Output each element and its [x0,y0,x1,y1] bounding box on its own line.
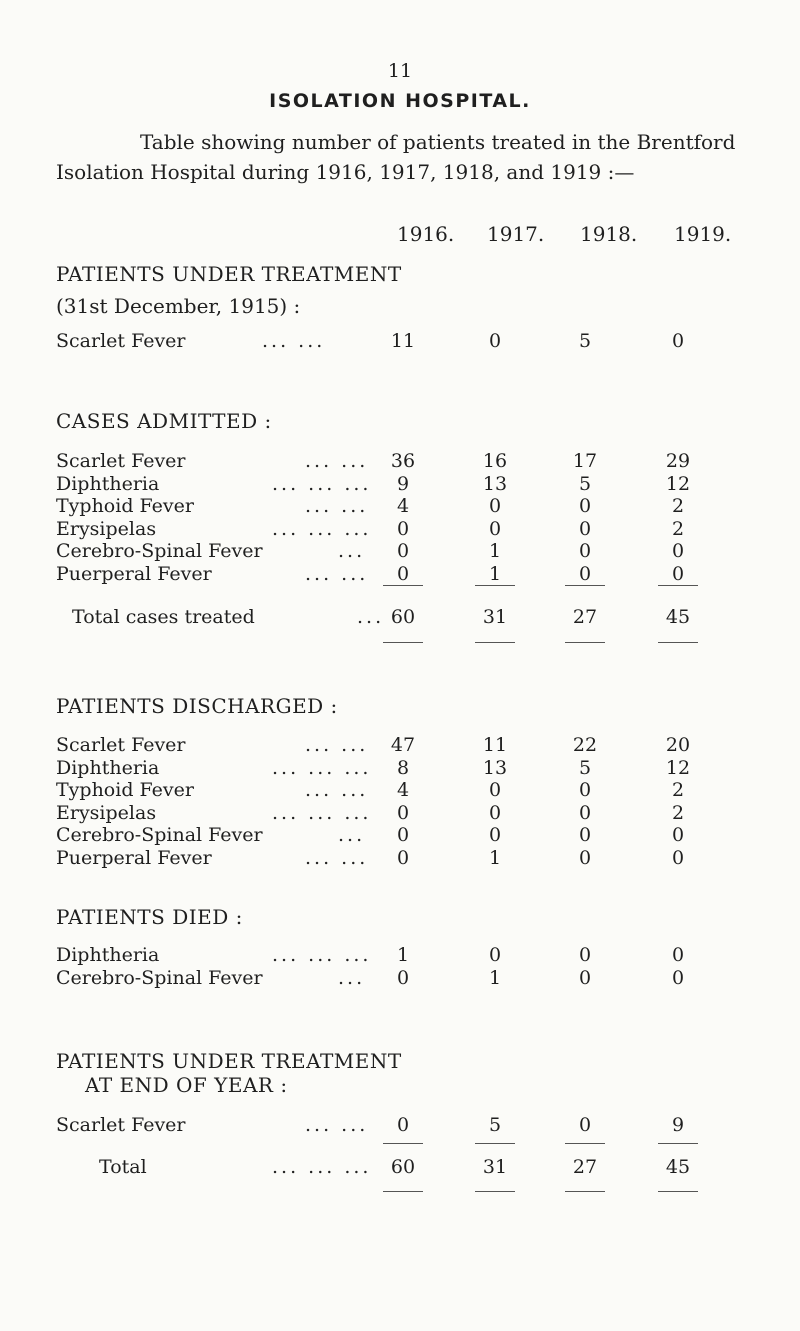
admitted-row-value-2: 0 [578,495,592,517]
under-treatment-start-row-label: Scarlet Fever [56,330,186,352]
final-total-rule-bottom-0 [383,1191,423,1192]
admitted-row-value-2: 0 [578,562,592,585]
page-title: ISOLATION HOSPITAL. [269,90,531,112]
admitted-row-leader: ... ... [305,562,369,585]
died-row-leader: ... ... ... [272,944,372,966]
under-treatment-end-row-value-1: 5 [488,1114,502,1136]
discharged-row-value-2: 0 [578,824,592,846]
admitted-row-value-0: 4 [396,495,410,517]
admitted-row-value-0: 0 [396,540,410,562]
admitted-total-leader: ... [357,606,385,628]
admitted-total-rule-top-3 [658,585,698,586]
section-heading-under-treatment-end-1: PATIENTS UNDER TREATMENT [56,1049,402,1073]
discharged-row-leader: ... ... [305,779,369,801]
admitted-row-value-0: 9 [396,472,410,495]
discharged-row-value-0: 47 [390,734,416,756]
under-treatment-end-row-value-2: 0 [578,1114,592,1136]
discharged-row-value-3: 2 [671,801,685,824]
admitted-row-value-1: 0 [488,517,502,540]
under-treatment-start-row-value-2: 5 [578,330,592,352]
intro-line-1: Table showing number of patients treated in the Brentford [140,130,736,154]
discharged-row-value-0: 0 [396,846,410,869]
admitted-total-value-3: 45 [665,606,691,628]
admitted-row-leader: ... ... [305,450,369,472]
under-treatment-start-row-leader: ... ... [262,330,326,352]
discharged-row-value-1: 0 [488,801,502,824]
final-total-rule-top-1 [475,1143,515,1144]
discharged-row-label: Typhoid Fever [56,779,194,801]
discharged-row-label: Cerebro-Spinal Fever [56,824,263,846]
admitted-total-rule-bottom-0 [383,642,423,643]
admitted-row-label: Puerperal Fever [56,562,212,585]
discharged-row-value-3: 0 [671,824,685,846]
section-heading-discharged: PATIENTS DISCHARGED : [56,694,338,718]
admitted-row-leader: ... ... [305,495,369,517]
died-row-label: Diphtheria [56,944,160,966]
discharged-row-value-3: 12 [665,756,691,779]
died-row-value-0: 1 [396,944,410,966]
admitted-row-value-2: 5 [578,472,592,495]
admitted-total-rule-top-2 [565,585,605,586]
discharged-row-value-1: 11 [482,734,508,756]
discharged-row-value-0: 8 [396,756,410,779]
discharged-row-value-0: 4 [396,779,410,801]
discharged-row-value-0: 0 [396,824,410,846]
final-total-label: Total [99,1156,147,1178]
admitted-row-value-0: 0 [396,562,410,585]
year-1919: 1919. [674,222,732,246]
admitted-total-rule-bottom-1 [475,642,515,643]
discharged-row-label: Diphtheria [56,756,160,779]
year-1916: 1916. [397,222,455,246]
discharged-row-leader: ... ... [305,846,369,869]
discharged-row-value-1: 0 [488,779,502,801]
admitted-total-rule-bottom-3 [658,642,698,643]
final-total-leader: ... ... ... [272,1156,372,1178]
admitted-row-value-1: 13 [482,472,508,495]
died-row-value-3: 0 [671,944,685,966]
discharged-row-leader: ... ... [305,734,369,756]
admitted-row-value-1: 1 [488,540,502,562]
admitted-row-value-2: 17 [572,450,598,472]
under-treatment-end-row-label: Scarlet Fever [56,1114,186,1136]
discharged-row-value-3: 20 [665,734,691,756]
admitted-row-value-2: 0 [578,540,592,562]
admitted-row-label: Cerebro-Spinal Fever [56,540,263,562]
final-total-rule-bottom-2 [565,1191,605,1192]
year-1918: 1918. [580,222,638,246]
admitted-total-value-0: 60 [390,606,416,628]
admitted-row-label: Scarlet Fever [56,450,186,472]
discharged-row-value-3: 2 [671,779,685,801]
discharged-row-value-1: 0 [488,824,502,846]
died-row-value-0: 0 [396,966,410,989]
admitted-row-value-3: 29 [665,450,691,472]
admitted-row-value-3: 2 [671,517,685,540]
intro-line-2: Isolation Hospital during 1916, 1917, 1918, and 1919 :— [56,160,635,184]
admitted-total-value-2: 27 [572,606,598,628]
discharged-row-leader: ... [338,824,366,846]
died-row-value-1: 0 [488,944,502,966]
admitted-total-rule-top-0 [383,585,423,586]
discharged-row-value-2: 0 [578,846,592,869]
discharged-row-value-1: 1 [488,846,502,869]
admitted-row-label: Erysipelas [56,517,157,540]
final-total-rule-top-2 [565,1143,605,1144]
discharged-row-value-2: 5 [578,756,592,779]
died-row-value-2: 0 [578,966,592,989]
section-heading-admitted: CASES ADMITTED : [56,409,272,433]
discharged-row-label: Puerperal Fever [56,846,212,869]
final-total-value-3: 45 [665,1156,691,1178]
discharged-row-value-2: 22 [572,734,598,756]
under-treatment-start-row-value-3: 0 [671,330,685,352]
admitted-row-value-0: 0 [396,517,410,540]
died-row-value-3: 0 [671,966,685,989]
discharged-row-value-1: 13 [482,756,508,779]
discharged-row-value-2: 0 [578,801,592,824]
admitted-row-leader: ... [338,540,366,562]
died-row-value-1: 1 [488,966,502,989]
admitted-row-value-2: 0 [578,517,592,540]
admitted-total-value-1: 31 [482,606,508,628]
admitted-total-label: Total cases treated [72,606,255,628]
died-row-leader: ... [338,966,366,989]
discharged-row-leader: ... ... ... [272,801,372,824]
final-total-rule-top-0 [383,1143,423,1144]
admitted-row-label: Diphtheria [56,472,160,495]
admitted-total-rule-top-1 [475,585,515,586]
section-heading-under-treatment-end-2: AT END OF YEAR : [85,1073,288,1097]
under-treatment-end-row-value-3: 9 [671,1114,685,1136]
admitted-row-value-0: 36 [390,450,416,472]
under-treatment-start-row-value-0: 11 [390,330,416,352]
discharged-row-leader: ... ... ... [272,756,372,779]
discharged-row-value-0: 0 [396,801,410,824]
admitted-row-value-3: 0 [671,562,685,585]
admitted-row-value-3: 2 [671,495,685,517]
final-total-value-2: 27 [572,1156,598,1178]
discharged-row-value-3: 0 [671,846,685,869]
final-total-rule-top-3 [658,1143,698,1144]
under-treatment-start-row-value-1: 0 [488,330,502,352]
final-total-rule-bottom-3 [658,1191,698,1192]
admitted-row-value-1: 16 [482,450,508,472]
admitted-row-value-3: 0 [671,540,685,562]
admitted-total-rule-bottom-2 [565,642,605,643]
discharged-row-label: Erysipelas [56,801,157,824]
page-number: 11 [387,60,413,82]
admitted-row-leader: ... ... ... [272,472,372,495]
discharged-row-label: Scarlet Fever [56,734,186,756]
under-treatment-end-row-leader: ... ... [305,1114,369,1136]
admitted-row-value-1: 1 [488,562,502,585]
admitted-row-value-3: 12 [665,472,691,495]
died-row-label: Cerebro-Spinal Fever [56,966,263,989]
final-total-rule-bottom-1 [475,1191,515,1192]
under-treatment-end-row-value-0: 0 [396,1114,410,1136]
final-total-value-1: 31 [482,1156,508,1178]
section-heading-under-treatment-start: PATIENTS UNDER TREATMENT [56,262,402,286]
discharged-row-value-2: 0 [578,779,592,801]
admitted-row-label: Typhoid Fever [56,495,194,517]
section-subheading-date: (31st December, 1915) : [56,294,301,318]
section-heading-died: PATIENTS DIED : [56,905,243,929]
admitted-row-leader: ... ... ... [272,517,372,540]
died-row-value-2: 0 [578,944,592,966]
admitted-row-value-1: 0 [488,495,502,517]
year-1917: 1917. [487,222,545,246]
final-total-value-0: 60 [390,1156,416,1178]
